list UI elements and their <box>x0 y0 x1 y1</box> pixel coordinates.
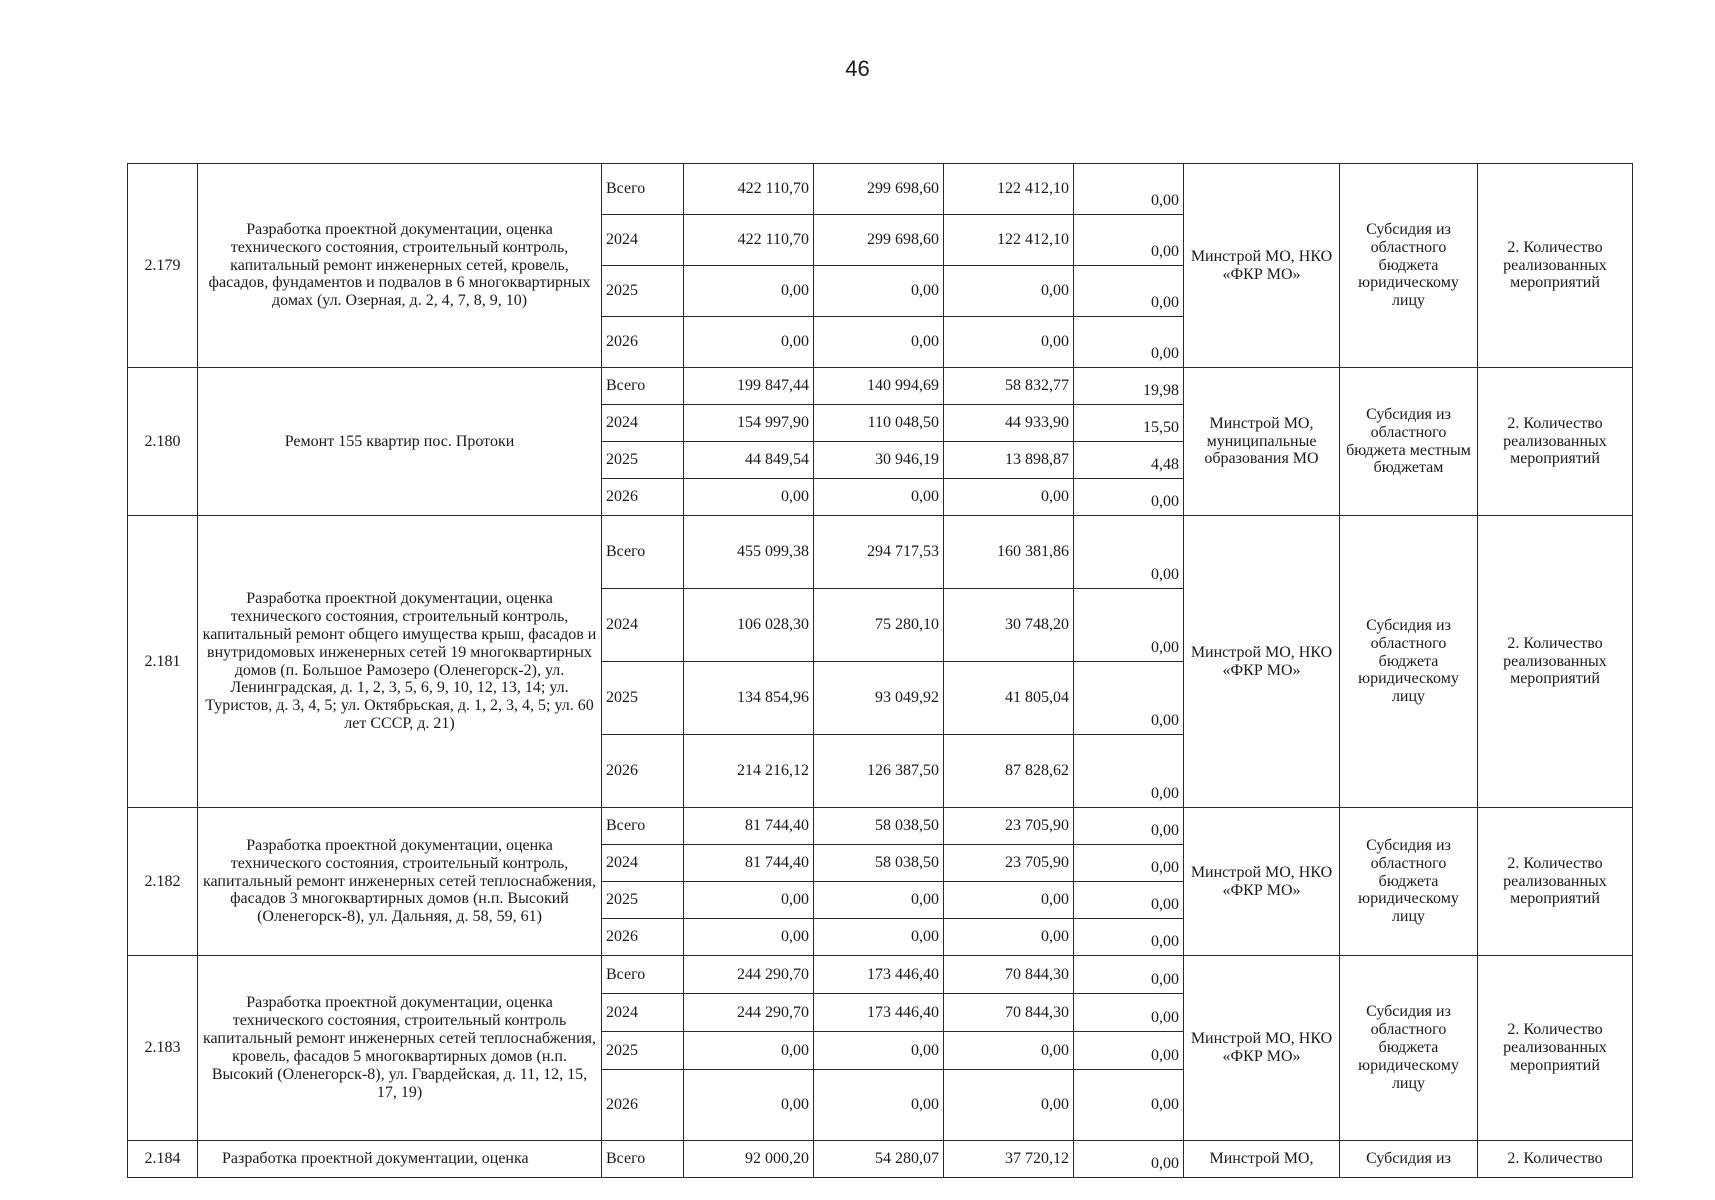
row-indicator: 2. Количество реализованных мероприятий <box>1478 516 1633 808</box>
year-label: 2024 <box>602 994 684 1032</box>
amount-col3: 0,00 <box>1074 1070 1184 1141</box>
row-executor: Минстрой МО, муниципальные образования МО <box>1184 368 1340 516</box>
amount-total: 0,00 <box>684 479 814 516</box>
page-number: 46 <box>845 56 870 81</box>
year-label: Всего <box>602 956 684 994</box>
table-row <box>128 368 1633 405</box>
amount-total: 134 854,96 <box>684 662 814 735</box>
row-description: Разработка проектной документации, оценка технического состояния, строительный контроль, капитальный ремонт общего имущества крыш, фасадов и внутридомовых инженерных сетей 19 многоквартирных домов (п. Большое Рамозеро (Оленегорск-2), ул. Ленинградская, д. 1, 2, 3, 5, 6, 9, 10, 12, 13, 14; ул. Туристов, д. 3, 4, 5; ул. Октябрьская, д. 1, 2, 3, 4, 5; ул. 60 лет СССР, д. 21) <box>198 516 602 808</box>
amount-col2: 0,00 <box>944 317 1074 368</box>
table-row <box>128 164 1633 215</box>
amount-total: 244 290,70 <box>684 994 814 1032</box>
amount-col1: 93 049,92 <box>814 662 944 735</box>
amount-col1: 0,00 <box>814 479 944 516</box>
table-row <box>128 956 1633 994</box>
year-label: 2024 <box>602 215 684 266</box>
row-indicator: 2. Количество реализованных мероприятий <box>1478 164 1633 368</box>
amount-col3: 0,00 <box>1074 266 1184 317</box>
amount-total: 422 110,70 <box>684 215 814 266</box>
amount-total: 106 028,30 <box>684 589 814 662</box>
amount-col2: 160 381,86 <box>944 516 1074 589</box>
amount-total: 0,00 <box>684 1070 814 1141</box>
amount-col2: 0,00 <box>944 479 1074 516</box>
row-description: Разработка проектной документации, оценка технического состояния, строительный контроль, капитальный ремонт инженерных сетей, кровель, фасадов, фундаментов и подвалов в 6 многоквартирных домах (ул. Озерная, д. 2, 4, 7, 8, 9, 10) <box>198 164 602 368</box>
amount-col1: 173 446,40 <box>814 994 944 1032</box>
year-label: 2025 <box>602 882 684 919</box>
amount-col2: 70 844,30 <box>944 994 1074 1032</box>
year-label: Всего <box>602 516 684 589</box>
year-label: 2024 <box>602 589 684 662</box>
amount-col1: 299 698,60 <box>814 164 944 215</box>
row-code: 2.183 <box>128 956 198 1141</box>
amount-col3: 0,00 <box>1074 164 1184 215</box>
amount-total: 199 847,44 <box>684 368 814 405</box>
amount-col2: 23 705,90 <box>944 845 1074 882</box>
year-label: 2025 <box>602 1032 684 1070</box>
amount-col1: 126 387,50 <box>814 735 944 808</box>
year-label: 2025 <box>602 266 684 317</box>
amount-col2: 37 720,12 <box>944 1141 1074 1178</box>
amount-total: 455 099,38 <box>684 516 814 589</box>
row-executor: Минстрой МО, НКО «ФКР МО» <box>1184 808 1340 956</box>
amount-col1: 0,00 <box>814 1070 944 1141</box>
amount-col3: 0,00 <box>1074 808 1184 845</box>
amount-total: 422 110,70 <box>684 164 814 215</box>
row-code: 2.180 <box>128 368 198 516</box>
row-indicator: 2. Количество <box>1478 1141 1633 1178</box>
row-code: 2.182 <box>128 808 198 956</box>
amount-total: 154 997,90 <box>684 405 814 442</box>
amount-col3: 0,00 <box>1074 589 1184 662</box>
amount-col1: 0,00 <box>814 919 944 956</box>
year-label: 2026 <box>602 317 684 368</box>
amount-col3: 0,00 <box>1074 662 1184 735</box>
year-label: 2024 <box>602 845 684 882</box>
amount-col1: 0,00 <box>814 317 944 368</box>
year-label: 2025 <box>602 442 684 479</box>
year-label: Всего <box>602 368 684 405</box>
amount-col3: 0,00 <box>1074 956 1184 994</box>
row-funding-source: Субсидия из областного бюджета юридическому лицу <box>1340 956 1478 1141</box>
amount-col3: 0,00 <box>1074 735 1184 808</box>
amount-col3: 0,00 <box>1074 1141 1184 1178</box>
table-row <box>128 808 1633 845</box>
amount-total: 0,00 <box>684 882 814 919</box>
year-label: 2026 <box>602 1070 684 1141</box>
row-code: 2.184 <box>128 1141 198 1178</box>
year-label: 2026 <box>602 479 684 516</box>
row-executor: Минстрой МО, НКО «ФКР МО» <box>1184 956 1340 1141</box>
amount-col3: 0,00 <box>1074 882 1184 919</box>
amount-col2: 0,00 <box>944 882 1074 919</box>
amount-col1: 75 280,10 <box>814 589 944 662</box>
amount-col1: 0,00 <box>814 266 944 317</box>
amount-col1: 58 038,50 <box>814 845 944 882</box>
amount-col2: 0,00 <box>944 1070 1074 1141</box>
row-funding-source: Субсидия из областного бюджета юридическому лицу <box>1340 164 1478 368</box>
amount-total: 244 290,70 <box>684 956 814 994</box>
row-indicator: 2. Количество реализованных мероприятий <box>1478 956 1633 1141</box>
amount-col2: 58 832,77 <box>944 368 1074 405</box>
amount-col2: 122 412,10 <box>944 164 1074 215</box>
amount-col1: 58 038,50 <box>814 808 944 845</box>
amount-col3: 0,00 <box>1074 1032 1184 1070</box>
year-label: Всего <box>602 164 684 215</box>
year-label: 2024 <box>602 405 684 442</box>
amount-total: 0,00 <box>684 1032 814 1070</box>
year-label: 2026 <box>602 735 684 808</box>
amount-col1: 299 698,60 <box>814 215 944 266</box>
amount-col1: 294 717,53 <box>814 516 944 589</box>
amount-col3: 0,00 <box>1074 919 1184 956</box>
amount-total: 0,00 <box>684 317 814 368</box>
amount-col2: 0,00 <box>944 266 1074 317</box>
amount-col3: 19,98 <box>1074 368 1184 405</box>
row-executor: Минстрой МО, <box>1184 1141 1340 1178</box>
amount-col1: 30 946,19 <box>814 442 944 479</box>
amount-col3: 0,00 <box>1074 516 1184 589</box>
amount-total: 0,00 <box>684 919 814 956</box>
amount-total: 92 000,20 <box>684 1141 814 1178</box>
amount-col2: 44 933,90 <box>944 405 1074 442</box>
amount-col3: 0,00 <box>1074 845 1184 882</box>
amount-col3: 0,00 <box>1074 479 1184 516</box>
amount-total: 81 744,40 <box>684 845 814 882</box>
row-description: Разработка проектной документации, оценка технического состояния, строительный контроль, капитальный ремонт инженерных сетей теплоснабжения, фасадов 3 многоквартирных домов (н.п. Высокий (Оленегорск-8), ул. Дальняя, д. 58, 59, 61) <box>198 808 602 956</box>
amount-total: 214 216,12 <box>684 735 814 808</box>
amount-col2: 0,00 <box>944 1032 1074 1070</box>
amount-col3: 15,50 <box>1074 405 1184 442</box>
row-indicator: 2. Количество реализованных мероприятий <box>1478 368 1633 516</box>
amount-total: 44 849,54 <box>684 442 814 479</box>
amount-col2: 70 844,30 <box>944 956 1074 994</box>
amount-col1: 173 446,40 <box>814 956 944 994</box>
year-label: Всего <box>602 1141 684 1178</box>
amount-col1: 54 280,07 <box>814 1141 944 1178</box>
amount-col1: 140 994,69 <box>814 368 944 405</box>
amount-col2: 30 748,20 <box>944 589 1074 662</box>
amount-col2: 122 412,10 <box>944 215 1074 266</box>
row-executor: Минстрой МО, НКО «ФКР МО» <box>1184 516 1340 808</box>
amount-col2: 0,00 <box>944 919 1074 956</box>
amount-col2: 41 805,04 <box>944 662 1074 735</box>
amount-col3: 0,00 <box>1074 215 1184 266</box>
row-funding-source: Субсидия из <box>1340 1141 1478 1178</box>
row-funding-source: Субсидия из областного бюджета местным бюджетам <box>1340 368 1478 516</box>
amount-col3: 0,00 <box>1074 317 1184 368</box>
year-label: Всего <box>602 808 684 845</box>
row-funding-source: Субсидия из областного бюджета юридическому лицу <box>1340 516 1478 808</box>
row-description: Ремонт 155 квартир пос. Протоки <box>198 368 602 516</box>
amount-col3: 0,00 <box>1074 994 1184 1032</box>
year-label: 2025 <box>602 662 684 735</box>
year-label: 2026 <box>602 919 684 956</box>
row-code: 2.181 <box>128 516 198 808</box>
amount-col1: 0,00 <box>814 1032 944 1070</box>
row-executor: Минстрой МО, НКО «ФКР МО» <box>1184 164 1340 368</box>
table-row <box>128 1141 1633 1178</box>
row-description: Разработка проектной документации, оценка <box>198 1141 602 1178</box>
budget-table <box>127 163 1633 1178</box>
amount-col2: 23 705,90 <box>944 808 1074 845</box>
row-code: 2.179 <box>128 164 198 368</box>
amount-col2: 87 828,62 <box>944 735 1074 808</box>
amount-col2: 13 898,87 <box>944 442 1074 479</box>
amount-total: 81 744,40 <box>684 808 814 845</box>
row-description: Разработка проектной документации, оценка технического состояния, строительный контроль капитальный ремонт инженерных сетей теплоснабжения, кровель, фасадов 5 многоквартирных домов (н.п. Высокий (Оленегорск-8), ул. Гвардейская, д. 11, 12, 15, 17, 19) <box>198 956 602 1141</box>
table-row <box>128 516 1633 589</box>
amount-col3: 4,48 <box>1074 442 1184 479</box>
amount-total: 0,00 <box>684 266 814 317</box>
amount-col1: 0,00 <box>814 882 944 919</box>
row-indicator: 2. Количество реализованных мероприятий <box>1478 808 1633 956</box>
row-funding-source: Субсидия из областного бюджета юридическому лицу <box>1340 808 1478 956</box>
amount-col1: 110 048,50 <box>814 405 944 442</box>
